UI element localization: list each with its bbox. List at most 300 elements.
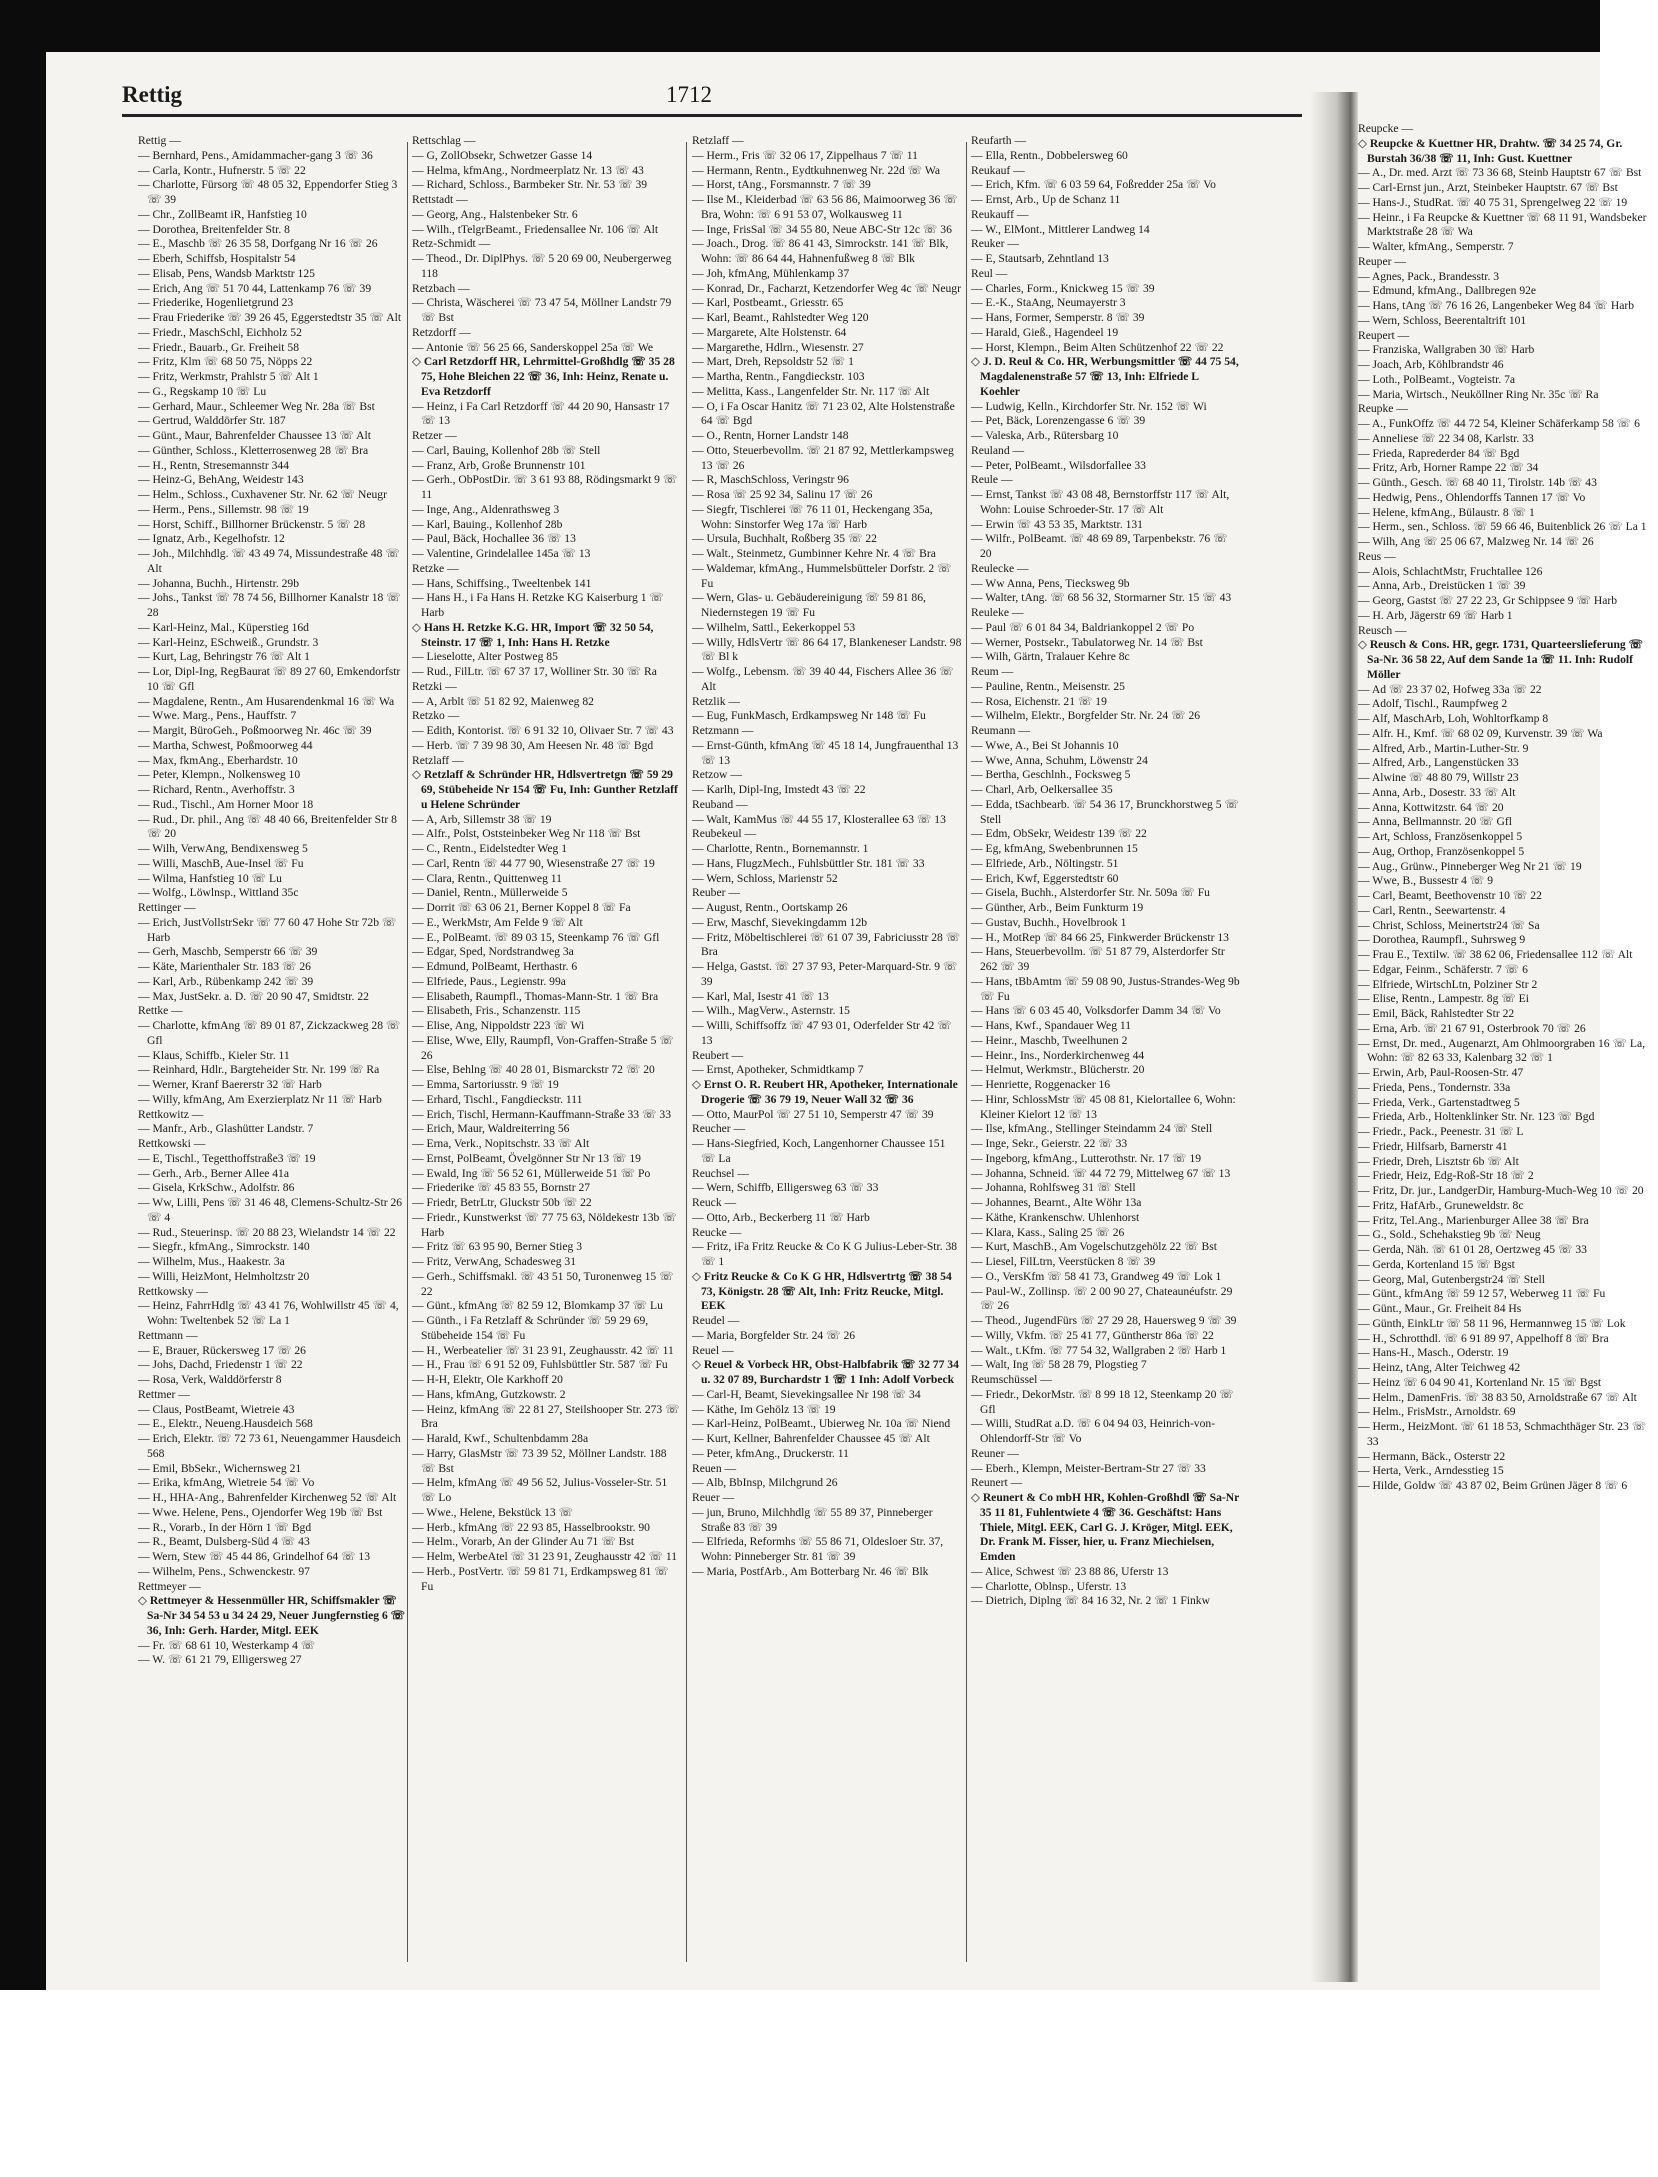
- directory-entry: — Herm., Fris ☏ 32 06 17, Zippelhaus 7 ☏ 11: [692, 148, 918, 162]
- surname-heading: Reukauff —: [971, 207, 1029, 221]
- directory-entry: — Edmund, PolBeamt, Herthastr. 6: [412, 960, 578, 973]
- directory-entry: — Hans H., i Fa Hans H. Retzke KG Kaiserburg 1 ☏ Harb: [412, 591, 664, 619]
- directory-entry: — Fritz, Dr. jur., LandgerDir, Hamburg-Much-Weg 10 ☏ 20: [1358, 1184, 1644, 1197]
- directory-entry: — Valentine, Grindelallee 145a ☏ 13: [412, 547, 591, 560]
- directory-entry: — Agnes, Pack., Brandesstr. 3: [1358, 269, 1500, 283]
- directory-entry: — Klara, Kass., Saling 25 ☏ 26: [971, 1225, 1125, 1239]
- directory-entry: — E., Maschb ☏ 26 35 58, Dorfgang Nr 16 ☏ 26: [138, 237, 378, 251]
- directory-entry: — Martha, Rentn., Fangdieckstr. 103: [692, 370, 865, 383]
- directory-entry: — Karl-Heinz, ESchweiß., Grundstr. 3: [138, 635, 319, 649]
- directory-entry: — Heinz, tAng, Alter Teichweg 42: [1358, 1361, 1521, 1374]
- directory-entry: — Reinhard, Hdlr., Bargteheider Str. Nr. 199 ☏ Ra: [138, 1063, 380, 1077]
- directory-entry: — Edith, Kontorist. ☏ 6 91 32 10, Olivaer Str. 7 ☏ 43: [412, 724, 674, 737]
- directory-entry: — Maria, Wirtsch., Neuköllner Ring Nr. 35c ☏ Ra: [1358, 387, 1599, 401]
- directory-entry: — Helm, WerbeAtel ☏ 31 23 91, Zeughausstr 42 ☏ 11: [412, 1550, 678, 1563]
- directory-entry: — Wwe, A., Bei St Johannis 10: [971, 738, 1119, 752]
- directory-entry: — Emil, BbSekr., Wichernsweg 21: [138, 1461, 302, 1475]
- directory-entry: — Rud., Tischl., Am Horner Moor 18: [138, 797, 314, 811]
- surname-heading: Rettmeyer —: [138, 1579, 201, 1593]
- surname-heading: Reuker —: [971, 237, 1019, 251]
- surname-heading: Reus —: [1358, 549, 1396, 563]
- directory-entry: — E., WerkMstr, Am Felde 9 ☏ Alt: [412, 915, 583, 929]
- directory-entry: — A, Arb, Sillemstr 38 ☏ 19: [412, 812, 552, 826]
- surname-heading: Reuchsel —: [692, 1166, 749, 1180]
- surname-heading: Reucke —: [692, 1225, 742, 1239]
- directory-entry: — Georg, Gastst ☏ 27 22 23, Gr Schippsee 9 ☏ Harb: [1358, 594, 1618, 607]
- directory-entry: — Edmund, kfmAng., Dallbregen 92e: [1358, 284, 1537, 298]
- directory-entry: — Helmut, Werkmstr., Blücherstr. 20: [971, 1063, 1145, 1077]
- directory-entry: — Else, Behlng ☏ 40 28 01, Bismarckstr 72 ☏ 20: [412, 1063, 655, 1077]
- directory-entry: — E., PolBeamt. ☏ 89 03 15, Steenkamp 76 ☏ Gfl: [412, 930, 660, 944]
- directory-entry: — Dorothea, Raumpfl., Suhrsweg 9: [1358, 933, 1526, 947]
- directory-entry: — Hinr, SchlossMstr ☏ 45 08 81, Kielortallee 6, Wohn: Kleiner Kielort 12 ☏ 13: [971, 1092, 1236, 1121]
- directory-entry: ◇ Fritz Reucke & Co K G HR, Hdlsvertrtg ☏ 38 54 73, Königstr. 28 ☏ Alt, Inh: Fritz Reucke, Mitgl. EEK: [692, 1269, 952, 1313]
- surname-heading: Reudel —: [692, 1314, 740, 1327]
- surname-heading: Rettkowitz —: [138, 1107, 204, 1121]
- directory-entry: — Werner, Kranf Baererstr 32 ☏ Harb: [138, 1078, 322, 1091]
- directory-entry: — Carl-H, Beamt, Sievekingsallee Nr 198 ☏ 34: [692, 1387, 921, 1401]
- directory-entry: — Clara, Rentn., Quittenweg 11: [412, 871, 562, 885]
- directory-page: [46, 52, 1647, 1990]
- scan-border-top: [0, 0, 1600, 52]
- directory-entry: — Johanna, Rohlfsweg 31 ☏ Stell: [971, 1181, 1136, 1195]
- directory-entry: — Max, JustSekr. a. D. ☏ 20 90 47, Smidtstr. 22: [138, 989, 369, 1003]
- directory-entry: — Elfriede, Arb., Nöltingstr. 51: [971, 856, 1119, 870]
- directory-entry: — Richard, Rentn., Averhoffstr. 3: [138, 783, 295, 796]
- directory-entry: — Günth, EinkLtr ☏ 58 11 96, Hermannweg 15 ☏ Lok: [1358, 1316, 1626, 1330]
- surname-heading: Rettinger —: [138, 901, 196, 914]
- directory-entry: — Ww, Lilli, Pens ☏ 31 46 48, Clemens-Schultz-Str 26 ☏ 4: [138, 1196, 403, 1224]
- surname-heading: Reulecke —: [971, 561, 1029, 575]
- directory-entry: — H., Schrotthdl. ☏ 6 91 89 97, Appelhoff 8 ☏ Bra: [1358, 1331, 1609, 1345]
- directory-entry: — Ernst-Günth, kfmAng ☏ 45 18 14, Jungfrauenthal 13 ☏ 13: [692, 738, 959, 767]
- surname-heading: Reuner —: [971, 1446, 1019, 1460]
- directory-entry: — Johs., Tankst ☏ 78 74 56, Billhorner Kanalstr 18 ☏ 28: [138, 591, 401, 619]
- directory-entry: — Wern, Schloss, Marienstr 52: [692, 871, 838, 885]
- directory-entry: — Chr., ZollBeamt iR, Hanfstieg 10: [138, 207, 307, 221]
- directory-entry: — Wwe., Helene, Bekstück 13 ☏: [412, 1505, 574, 1519]
- directory-entry: — Harald, Kwf., Schultenbdamm 28a: [412, 1432, 589, 1445]
- directory-entry: — E, Brauer, Rückersweg 17 ☏ 26: [138, 1343, 306, 1357]
- directory-entry: — Alfred, Arb., Martin-Luther-Str. 9: [1358, 741, 1529, 755]
- directory-entry: — O., Rentn, Horner Landstr 148: [692, 429, 849, 442]
- directory-entry: — Maria, PostfArb., Am Botterbarg Nr. 46 ☏ Blk: [692, 1564, 929, 1578]
- directory-entry: — Günther, Schloss., Kletterrosenweg 28 ☏ Bra: [138, 443, 369, 457]
- directory-entry: — Ernst, PolBeamt, Övelgönner Str Nr 13 ☏ 19: [412, 1151, 641, 1165]
- directory-entry: — H-H, Elektr, Ole Karkhoff 20: [412, 1373, 563, 1386]
- directory-entry: — Johannes, Bearnt., Alte Wöhr 13a: [971, 1196, 1142, 1209]
- directory-entry: — Heinr., Maschb, Tweelhunen 2: [971, 1033, 1128, 1047]
- directory-entry: — Charlotte, Rentn., Bornemannstr. 1: [692, 842, 869, 855]
- directory-entry: — Willy, Vkfm. ☏ 25 41 77, Güntherstr 86a ☏ 22: [971, 1328, 1214, 1342]
- directory-entry: — A., FunkOffz ☏ 44 72 54, Kleiner Schäferkamp 58 ☏ 6: [1358, 417, 1640, 430]
- directory-entry: — Käte, Marienthaler Str. 183 ☏ 26: [138, 960, 311, 973]
- directory-entry: — Ernst, Dr. med., Augenarzt, Am Ohlmoorgraben 16 ☏ La, Wohn: ☏ 82 63 33, Kalenbarg 32 ☏ 1: [1358, 1036, 1646, 1065]
- directory-entry: — H., Rentn, Stresemannstr 344: [138, 458, 290, 472]
- directory-entry: — E, Stautsarb, Zehntland 13: [971, 252, 1109, 265]
- directory-entry: — Herm., Pens., Sillemstr. 98 ☏ 19: [138, 502, 309, 516]
- directory-entry: — Fritz, Tel.Ang., Marienburger Allee 38 ☏ Bra: [1358, 1213, 1589, 1227]
- directory-entry: — W. ☏ 61 21 79, Elligersweg 27: [138, 1653, 302, 1667]
- directory-entry: — Franziska, Wallgraben 30 ☏ Harb: [1358, 343, 1535, 357]
- directory-entry: — O, i Fa Oscar Hanitz ☏ 71 23 02, Alte Holstenstraße 64 ☏ Bgd: [692, 399, 955, 428]
- directory-entry: — Walt, Ing ☏ 58 28 79, Plogstieg 7: [971, 1358, 1147, 1372]
- directory-entry: — Erwin, Arb, Paul-Roosen-Str. 47: [1358, 1066, 1524, 1079]
- directory-entry: — Anneliese ☏ 22 34 08, Karlstr. 33: [1358, 431, 1534, 445]
- directory-entry: — Harald, Gieß., Hagendeel 19: [971, 325, 1119, 339]
- directory-entry: — Helm., FrisMstr., Arnoldstr. 69: [1358, 1405, 1516, 1419]
- directory-entry: — Charlotte, Fürsorg ☏ 48 05 32, Eppendorfer Stieg 3 ☏ 39: [138, 178, 398, 206]
- directory-entry: — R, MaschSchloss, Veringstr 96: [692, 473, 849, 487]
- surname-heading: Retzlaff —: [692, 134, 744, 147]
- directory-entry: — Hans, kfmAng, Gutzkowstr. 2: [412, 1387, 566, 1401]
- directory-entry: — Carl, Rentn., Seewartenstr. 4: [1358, 903, 1506, 917]
- directory-entry: ◇ Retzlaff & Schründer HR, Hdlsvertretgn ☏ 59 29 69, Stübeheide Nr 154 ☏ Fu, Inh: Gunther Retzlaff u Helene Schründer: [412, 768, 678, 811]
- directory-entry: — Wern, Glas- u. Gebäudereinigung ☏ 59 81 86, Niedernstegen 19 ☏ Fu: [692, 591, 926, 619]
- directory-column-2: [412, 134, 682, 1994]
- directory-entry: — Adolf, Tischl., Raumpfweg 2: [1358, 697, 1508, 711]
- directory-entry: — Karl, Beamt., Rahlstedter Weg 120: [692, 311, 869, 324]
- surname-heading: Rettig —: [138, 134, 181, 147]
- directory-entry: — Fritz, Klm ☏ 68 50 75, Nöpps 22: [138, 355, 313, 369]
- surname-heading: Rettmer —: [138, 1387, 190, 1401]
- directory-entry: — Günt., Maur, Bahrenfelder Chaussee 13 ☏ Alt: [138, 429, 371, 442]
- directory-entry: — Margit, BüroGeh., Poßmoorweg Nr. 46c ☏ 39: [138, 724, 372, 737]
- directory-entry: — Hilde, Goldw ☏ 43 87 02, Beim Grünen Jäger 8 ☏ 6: [1358, 1479, 1628, 1492]
- surname-heading: Reubert —: [692, 1048, 744, 1062]
- directory-entry: — Rosa, Eichenstr. 21 ☏ 19: [971, 694, 1107, 708]
- surname-heading: Retz-Schmidt —: [412, 237, 491, 251]
- directory-entry: — Friedr., DekorMstr. ☏ 8 99 18 12, Steenkamp 20 ☏ Gfl: [971, 1387, 1234, 1416]
- directory-entry: — Horst, tAng., Forsmannstr. 7 ☏ 39: [692, 178, 871, 192]
- directory-column-1: [138, 134, 408, 1994]
- directory-entry: — Karl, Postbeamt., Griesstr. 65: [692, 296, 844, 310]
- directory-entry: — Elisab, Pens, Wandsb Marktstr 125: [138, 266, 315, 280]
- directory-entry: — Heinr., i Fa Reupcke & Kuettner ☏ 68 11 91, Wandsbeker Marktstraße 28 ☏ Wa: [1358, 210, 1647, 239]
- directory-entry: — Carl, Beamt, Beethovenstr 10 ☏ 22: [1358, 889, 1542, 902]
- directory-entry: — Herm., HeizMont. ☏ 61 18 53, Schmachthäger Str. 23 ☏ 33: [1358, 1420, 1647, 1448]
- surname-heading: Reuer —: [692, 1491, 735, 1504]
- surname-heading: Retzlaff —: [412, 753, 464, 767]
- directory-entry: — Friedr, Hilfsarb, Barnerstr 41: [1358, 1139, 1508, 1153]
- directory-entry: — H., MotRep ☏ 84 66 25, Finkwerder Brückenstr 13: [971, 930, 1229, 944]
- directory-entry: — Waldemar, kfmAng., Hummelsbütteler Dorfstr. 2 ☏ Fu: [692, 561, 952, 590]
- directory-entry: — Wilhelm, Elektr., Borgfelder Str. Nr. 24 ☏ 26: [971, 709, 1201, 723]
- directory-entry: — Charl, Arb, Oelkersallee 35: [971, 783, 1113, 796]
- directory-entry: — Horst, Schiff., Billhorner Brückenstr. 5 ☏ 28: [138, 517, 366, 531]
- directory-entry: — Ursula, Buchhalt, Roßberg 35 ☏ 22: [692, 532, 877, 546]
- directory-entry: — Magdalene, Rentn., Am Husarendenkmal 16 ☏ Wa: [138, 694, 395, 708]
- surname-heading: Reuel —: [692, 1343, 734, 1357]
- surname-heading: Retzer —: [412, 429, 457, 442]
- directory-entry: — Charlotte, kfmAng ☏ 89 01 87, Zickzackweg 28 ☏ Gfl: [138, 1019, 401, 1047]
- directory-entry: — Hans, FlugzMech., Fuhlsbüttler Str. 181 ☏ 33: [692, 856, 925, 870]
- directory-entry: — Erich, JustVollstrSekr ☏ 77 60 47 Hohe Str 72b ☏ Harb: [138, 915, 397, 944]
- directory-entry: ◇ J. D. Reul & Co. HR, Werbungsmittler ☏ 44 75 54, Magdalenenstraße 57 ☏ 13, Inh: Elfriede L Koehler: [971, 355, 1239, 398]
- surname-heading: Reucher —: [692, 1122, 746, 1136]
- directory-entry: — H., Werbeatelier ☏ 31 23 91, Zeughausstr. 42 ☏ 11: [412, 1343, 674, 1357]
- directory-entry: — Frau Friederike ☏ 39 26 45, Eggerstedtstr 35 ☏ Alt: [138, 311, 402, 324]
- surname-heading: Reumann —: [971, 724, 1030, 737]
- directory-column-3: [692, 134, 962, 1994]
- directory-entry: — Friedr, Heiz, Edg-Roß-Str 18 ☏ 2: [1358, 1169, 1534, 1183]
- directory-entry: — Wwe. Marg., Pens., Hauffstr. 7: [138, 709, 297, 723]
- directory-entry: — R., Beamt, Dulsberg-Süd 4 ☏ 43: [138, 1535, 310, 1549]
- directory-entry: — Walt., Steinmetz, Gumbinner Kehre Nr. 4 ☏ Bra: [692, 547, 936, 560]
- directory-entry: ◇ Ernst O. R. Reubert HR, Apotheker, Internationale Drogerie ☏ 36 79 19, Neuer Wall 32 ☏ 36: [692, 1078, 958, 1106]
- directory-entry: — Dietrich, Diplng ☏ 84 16 32, Nr. 2 ☏ 1 Finkw: [971, 1594, 1210, 1608]
- directory-entry: — Hans-J., StudRat. ☏ 40 75 31, Sprengelweg 22 ☏ 19: [1358, 195, 1628, 209]
- surname-heading: Reupcke —: [1358, 122, 1414, 135]
- directory-entry: — Charles, Form., Knickweg 15 ☏ 39: [971, 281, 1155, 295]
- directory-entry: — Wilma, Hanfstieg 10 ☏ Lu: [138, 871, 282, 885]
- directory-entry: — H., Frau ☏ 6 91 52 09, Fuhlsbüttler Str. 587 ☏ Fu: [412, 1358, 668, 1372]
- directory-entry: — H. Arb, Jägerstr 69 ☏ Harb 1: [1358, 608, 1513, 622]
- directory-entry: — Inge, Ang., Aldenrathsweg 3: [412, 502, 560, 516]
- directory-entry: — Günt., kfmAng ☏ 59 12 57, Weberweg 11 ☏ Fu: [1358, 1287, 1606, 1301]
- directory-entry: — Karl, Bauing., Kollenhof 28b: [412, 517, 563, 531]
- directory-entry: — Herb. ☏ 7 39 98 30, Am Heesen Nr. 48 ☏ Bgd: [412, 738, 654, 752]
- directory-entry: — Frieda, Verk., Gartenstadtweg 5: [1358, 1095, 1520, 1109]
- directory-entry: — Ella, Rentn., Dobbelersweg 60: [971, 148, 1128, 162]
- directory-entry: — Fritz ☏ 63 95 90, Berner Stieg 3: [412, 1240, 583, 1254]
- directory-entry: ◇ Reuel & Vorbeck HR, Obst-Halbfabrik ☏ 32 77 34 u. 32 07 89, Burchardstr 1 ☏ 1 Inh: Adolf Vorbeck: [692, 1358, 959, 1386]
- directory-entry: — Elise, Ang, Nippoldstr 223 ☏ Wi: [412, 1019, 585, 1032]
- directory-entry: — Gerh, Maschb, Semperstr 66 ☏ 39: [138, 945, 318, 959]
- directory-entry: — Ad ☏ 23 37 02, Hofweg 33a ☏ 22: [1358, 682, 1542, 696]
- surname-heading: Rettschlag —: [412, 134, 476, 147]
- directory-entry: — Wolfg., Löwlnsp., Wittland 35c: [138, 886, 299, 900]
- directory-entry: — Hans, Steuerbevollm. ☏ 51 87 79, Alsterdorfer Str 262 ☏ 39: [971, 945, 1225, 973]
- directory-entry: — R., Vorarb., In der Hörn 1 ☏ Bgd: [138, 1520, 312, 1534]
- surname-heading: Rettkowsky —: [138, 1284, 208, 1298]
- directory-entry: — Heinz ☏ 6 04 90 41, Kortenland Nr. 15 ☏ Bgst: [1358, 1375, 1602, 1389]
- surname-heading: Reupert —: [1358, 328, 1410, 342]
- column-divider: [966, 142, 967, 1962]
- directory-entry: — Theod., JugendFürs ☏ 27 29 28, Hauersweg 9 ☏ 39: [971, 1314, 1237, 1327]
- book-gutter: [1310, 92, 1358, 1982]
- directory-entry: — Ignatz, Arb., Kegelhofstr. 12: [138, 532, 285, 546]
- directory-entry: ◇ Hans H. Retzke K.G. HR, Import ☏ 32 50 54, Steinstr. 17 ☏ 1, Inh: Hans H. Retzke: [412, 620, 654, 649]
- directory-entry: — Joh., Milchhdlg. ☏ 43 49 74, Missundestraße 48 ☏ Alt: [138, 547, 400, 575]
- directory-entry: — E.-K., StaAng, Neumayerstr 3: [971, 296, 1126, 310]
- directory-entry: — Wern, Schiffb, Elligersweg 63 ☏ 33: [692, 1181, 879, 1195]
- directory-entry: — Lieselotte, Alter Postweg 85: [412, 650, 558, 664]
- directory-entry: — Walt., t.Kfm. ☏ 77 54 32, Wallgraben 2 ☏ Harb 1: [971, 1343, 1227, 1357]
- directory-entry: — Charlotte, Oblnsp., Uferstr. 13: [971, 1579, 1127, 1593]
- directory-entry: — Anna, Arb., Dreistücken 1 ☏ 39: [1358, 579, 1526, 593]
- directory-entry: — Wilhelm, Pens., Schwenckestr. 97: [138, 1564, 310, 1578]
- directory-entry: — Gisela, Buchh., Alsterdorfer Str. Nr. 509a ☏ Fu: [971, 886, 1210, 900]
- directory-entry: — Elise, Wwe, Elly, Raumpfl, Von-Graffen-Straße 5 ☏ 26: [412, 1033, 674, 1062]
- directory-entry: — Christ, Schloss, Meinertstr24 ☏ Sa: [1358, 918, 1540, 932]
- directory-entry: — Ilse, kfmAng., Stellinger Steindamm 24 ☏ Stell: [971, 1122, 1213, 1136]
- directory-entry: — Walter, tAng. ☏ 68 56 32, Stormarner Str. 15 ☏ 43: [971, 591, 1232, 605]
- directory-entry: — Friedr., MaschSchl, Eichholz 52: [138, 325, 302, 339]
- directory-entry: — Walt, KamMus ☏ 44 55 17, Klosterallee 63 ☏ 13: [692, 812, 946, 826]
- directory-entry: — Hans-Siegfried, Koch, Langenhorner Chaussee 151 ☏ La: [692, 1137, 946, 1165]
- surname-heading: Reuper —: [1358, 254, 1406, 268]
- directory-entry: — Konrad, Dr., Facharzt, Ketzendorfer Weg 4c ☏ Neugr: [692, 281, 961, 295]
- directory-entry: — Erw, Maschf, Sievekingdamm 12b: [692, 915, 868, 929]
- directory-entry: — Harry, GlasMstr ☏ 73 39 52, Möllner Landstr. 188 ☏ Bst: [412, 1446, 667, 1475]
- directory-entry: — Emil, Bäck, Rahlstedter Str 22: [1358, 1007, 1515, 1020]
- directory-entry: — Frieda, Arb., Holtenklinker Str. Nr. 123 ☏ Bgd: [1358, 1110, 1595, 1124]
- directory-entry: — Elisabeth, Raumpfl., Thomas-Mann-Str. 1 ☏ Bra: [412, 989, 659, 1003]
- directory-entry: — Willi, StudRat a.D. ☏ 6 04 94 03, Heinrich-von-Ohlendorff-Str ☏ Vo: [971, 1417, 1216, 1445]
- directory-entry: — Günther, Arb., Beim Funkturm 19: [971, 901, 1144, 914]
- directory-entry: — Käthe, Im Gehölz 13 ☏ 19: [692, 1402, 836, 1416]
- directory-entry: — Erna, Verk., Nopitschstr. 33 ☏ Alt: [412, 1137, 590, 1150]
- surname-heading: Retzmann —: [692, 724, 754, 737]
- directory-entry: — E., Elektr., Neueng.Hausdeich 568: [138, 1417, 313, 1431]
- directory-entry: — Elisabeth, Fris., Schanzenstr. 115: [412, 1004, 581, 1018]
- directory-entry: — G., Sold., Schehakstieg 9b ☏ Neug: [1358, 1228, 1541, 1242]
- directory-entry: — Willy, HdlsVertr ☏ 86 64 17, Blankeneser Landstr. 98 ☏ Bl k: [692, 635, 962, 664]
- directory-entry: — Georg, Ang., Halstenbeker Str. 6: [412, 207, 578, 221]
- directory-entry: — Willi, HeizMont, Helmholtzstr 20: [138, 1269, 310, 1283]
- directory-entry: — Erich, Maur, Waldreiterring 56: [412, 1122, 570, 1136]
- directory-entry: — Helene, kfmAng., Bülaustr. 8 ☏ 1: [1358, 505, 1535, 519]
- directory-entry: — Alwine ☏ 48 80 79, Willstr 23: [1358, 771, 1519, 784]
- surname-heading: Retzbach —: [412, 281, 470, 295]
- directory-entry: — Johanna, Buchh., Hirtenstr. 29b: [138, 576, 300, 590]
- directory-entry: — Gerh., Arb., Berner Allee 41a: [138, 1166, 289, 1180]
- directory-entry: — Maria, Borgfelder Str. 24 ☏ 26: [692, 1328, 856, 1342]
- directory-entry: — Heinz, FahrrHdlg ☏ 43 41 76, Wohlwillstr 45 ☏ 4, Wohn: Tweltenbek 52 ☏ La 1: [138, 1299, 399, 1327]
- surname-heading: Retzko —: [412, 709, 460, 723]
- directory-entry: — Rud., FilLtr. ☏ 67 37 17, Wolliner Str. 30 ☏ Ra: [412, 665, 657, 678]
- surname-heading: Reuck —: [692, 1196, 737, 1209]
- directory-entry: — Christa, Wäscherei ☏ 73 47 54, Möllner Landstr 79 ☏ Bst: [412, 296, 672, 324]
- directory-entry: — Helm., DamenFris. ☏ 38 83 50, Arnoldstraße 67 ☏ Alt: [1358, 1390, 1637, 1404]
- surname-heading: Reubekeul —: [692, 827, 757, 841]
- directory-entry: — Wilh, Ang ☏ 25 06 67, Malzweg Nr. 14 ☏ 26: [1358, 535, 1594, 548]
- directory-entry: — Hans, Kwf., Spandauer Weg 11: [971, 1019, 1132, 1032]
- directory-entry: — Helm, kfmAng ☏ 49 56 52, Julius-Vosseler-Str. 51 ☏ Lo: [412, 1476, 668, 1504]
- directory-entry: ◇ Rettmeyer & Hessenmüller HR, Schiffsmakler ☏ Sa-Nr 34 54 53 u 34 24 29, Neuer Jungfernstieg 6 ☏ 36, Inh: Gerh. Harder, Mitgl. EEK: [138, 1594, 406, 1637]
- header-rule: [122, 114, 1302, 117]
- directory-entry: — Wolfg., Lebensm. ☏ 39 40 44, Fischers Allee 36 ☏ Alt: [692, 665, 954, 693]
- directory-entry: — Willy, kfmAng, Am Exerzierplatz Nr 11 ☏ Harb: [138, 1092, 382, 1106]
- directory-entry: — Karl-Heinz, Mal., Küperstieg 16d: [138, 620, 309, 634]
- directory-entry: — Werner, Postsekr., Tabulatorweg Nr. 14 ☏ Bst: [971, 635, 1203, 649]
- directory-entry: — Henriette, Roggenacker 16: [971, 1078, 1111, 1091]
- directory-entry: — Alice, Schwest ☏ 23 88 86, Uferstr 13: [971, 1564, 1169, 1578]
- surname-heading: Retzow —: [692, 768, 742, 782]
- directory-entry: — Joach., Drog. ☏ 86 41 43, Simrockstr. 141 ☏ Blk, Wohn: ☏ 86 64 44, Hahnenfußweg 8 ☏ Blk: [692, 237, 949, 265]
- directory-entry: — Pauline, Rentn., Meisenstr. 25: [971, 679, 1125, 693]
- directory-entry: — Aug, Orthop, Französenkoppel 5: [1358, 844, 1525, 858]
- directory-entry: — Erhard, Tischl., Fangdieckstr. 111: [412, 1092, 583, 1106]
- directory-entry: — Otto, Arb., Beckerberg 11 ☏ Harb: [692, 1210, 870, 1224]
- directory-entry: — Alfred, Arb., Langenstücken 33: [1358, 756, 1519, 770]
- directory-entry: — Wern, Schloss, Beerentaltrift 101: [1358, 313, 1527, 327]
- directory-entry: — Kurt, Kellner, Bahrenfelder Chaussee 45 ☏ Alt: [692, 1432, 930, 1445]
- directory-entry: — Gerh., ObPostDir. ☏ 3 61 93 88, Rödingsmarkt 9 ☏ 11: [412, 473, 678, 501]
- directory-entry: — Klaus, Schiffb., Kieler Str. 11: [138, 1048, 290, 1062]
- directory-entry: — Liesel, FilLtrn, Veerstücken 8 ☏ 39: [971, 1255, 1156, 1268]
- directory-entry: — Paul ☏ 6 01 84 34, Baldriankoppel 2 ☏ Po: [971, 620, 1195, 634]
- directory-entry: — jun, Bruno, Milchhdlg ☏ 55 89 37, Pinneberger Straße 83 ☏ 39: [692, 1505, 933, 1534]
- directory-entry: — Ewald, Ing ☏ 56 52 61, Müllerweide 51 ☏ Po: [412, 1166, 651, 1180]
- directory-entry: — Bertha, Geschlnh., Focksweg 5: [971, 768, 1131, 782]
- directory-entry: — Hans, tBbAmtm ☏ 59 08 90, Justus-Strandes-Weg 9b ☏ Fu: [971, 974, 1240, 1003]
- directory-entry: — Eg, kfmAng, Swebenbrunnen 15: [971, 842, 1138, 855]
- directory-entry: — Otto, MaurPol ☏ 27 51 10, Semperstr 47 ☏ 39: [692, 1107, 934, 1121]
- directory-entry: — Erich, Kwf, Eggerstedtstr 60: [971, 871, 1119, 885]
- directory-entry: — Edda, tSachbearb. ☏ 54 36 17, Brunckhorstweg 5 ☏ Stell: [971, 797, 1239, 826]
- directory-entry: — Bernhard, Pens., Amidammacher-gang 3 ☏ 36: [138, 148, 373, 162]
- directory-entry: — Edgar, Feinm., Schäferstr. 7 ☏ 6: [1358, 962, 1528, 976]
- directory-entry: — Hans-H., Masch., Oderstr. 19: [1358, 1346, 1509, 1360]
- directory-entry: — Käthe, Krankenschw. Uhlenhorst: [971, 1210, 1140, 1224]
- directory-entry: — Gerda, Näh. ☏ 61 01 28, Oertzweg 45 ☏ 33: [1358, 1243, 1587, 1256]
- directory-entry: — Dorothea, Breitenfelder Str. 8: [138, 222, 290, 236]
- directory-entry: — Karl-Heinz, PolBeamt., Ubierweg Nr. 10a ☏ Niend: [692, 1417, 951, 1431]
- surname-heading: Reumschüssel —: [971, 1373, 1052, 1386]
- surname-heading: Reuband —: [692, 797, 748, 811]
- directory-entry: — Erich, Elektr. ☏ 72 73 61, Neuengammer Hausdeich 568: [138, 1432, 401, 1460]
- directory-entry: — W., ElMont., Mittlerer Landweg 14: [971, 222, 1150, 236]
- directory-entry: — Helm., Schloss., Cuxhavener Str. Nr. 62 ☏ Neugr: [138, 488, 387, 501]
- directory-entry: — Ilse M., Kleiderbad ☏ 63 56 86, Maimoorweg 36 ☏ Bra, Wohn: ☏ 6 91 53 07, Wolkausweg 11: [692, 193, 958, 221]
- surname-heading: Reule —: [971, 473, 1013, 487]
- directory-entry: — O., VersKfm ☏ 58 41 73, Grandweg 49 ☏ Lok 1: [971, 1269, 1222, 1283]
- directory-entry: — Herb., PostVertr. ☏ 59 81 71, Erdkampsweg 81 ☏ Fu: [412, 1564, 669, 1593]
- directory-entry: — Margarethe, Hdlrn., Wiesenstr. 27: [692, 340, 864, 354]
- surname-heading: Reuland —: [971, 443, 1025, 457]
- directory-entry: — H., HHA-Ang., Bahrenfelder Kirchenweg 52 ☏ Alt: [138, 1491, 397, 1504]
- directory-entry: — Ernst, Arb., Up de Schanz 11: [971, 193, 1121, 206]
- directory-entry: — Johanna, Schneid. ☏ 44 72 79, Mittelweg 67 ☏ 13: [971, 1166, 1231, 1180]
- scan-border-left: [0, 0, 46, 2177]
- directory-entry: — Gustav, Buchh., Hovelbrook 1: [971, 915, 1127, 929]
- directory-entry: — Alfr. H., Kmf. ☏ 68 02 09, Kurvenstr. 39 ☏ Wa: [1358, 726, 1603, 740]
- directory-entry: — Wilfr., PolBeamt. ☏ 48 69 89, Tarpenbekstr. 76 ☏ 20: [971, 532, 1228, 560]
- directory-entry: — Carla, Kontr., Hufnerstr. 5 ☏ 22: [138, 163, 306, 177]
- directory-entry: — Rud., Dr. phil., Ang ☏ 48 40 66, Breitenfelder Str 8 ☏ 20: [138, 812, 397, 841]
- directory-entry: — Heinz-G, BehAng, Weidestr 143: [138, 473, 304, 487]
- directory-entry: — Anna, Arb., Dosestr. 33 ☏ Alt: [1358, 785, 1516, 799]
- directory-entry: — Erich, Ang ☏ 51 70 44, Lattenkamp 76 ☏ 39: [138, 281, 372, 295]
- directory-entry: — Frieda, Raprederder 84 ☏ Bgd: [1358, 446, 1520, 460]
- directory-entry: — Friedr., Bauarb., Gr. Freiheit 58: [138, 340, 299, 354]
- directory-entry: — Helma, kfmAng., Nordmeerplatz Nr. 13 ☏ 43: [412, 163, 644, 177]
- directory-entry: — Edm, ObSekr, Weidestr 139 ☏ 22: [971, 827, 1147, 841]
- directory-entry: — Friederike ☏ 45 83 55, Bornstr 27: [412, 1181, 591, 1195]
- directory-entry: — Herm., sen., Schloss. ☏ 59 66 46, Buitenblick 26 ☏ La 1: [1358, 520, 1647, 534]
- directory-entry: — Elfrieda, Reformhs ☏ 55 86 71, Oldesloer Str. 37, Wohn: Pinneberger Str. 81 ☏ 39: [692, 1535, 944, 1563]
- directory-entry: — Günt., kfmAng ☏ 82 59 12, Blomkamp 37 ☏ Lu: [412, 1299, 663, 1313]
- directory-entry: — Manfr., Arb., Glashütter Landstr. 7: [138, 1122, 314, 1136]
- directory-entry: — Art, Schloss, Französenkoppel 5: [1358, 830, 1523, 843]
- directory-entry: — Peter, Klempn., Nolkensweg 10: [138, 768, 301, 782]
- directory-entry: — Hedwig, Pens., Ohlendorffs Tannen 17 ☏ Vo: [1358, 490, 1586, 504]
- directory-entry: — Günt., Maur., Gr. Freiheit 84 Hs: [1358, 1302, 1522, 1315]
- surname-heading: Retzdorff —: [412, 325, 471, 339]
- page-number: 1712: [666, 82, 712, 107]
- directory-entry: — Friedr, BetrLtr, Gluckstr 50b ☏ 22: [412, 1196, 592, 1209]
- directory-entry: — Ww Anna, Pens, Tiecksweg 9b: [971, 576, 1130, 590]
- directory-entry: — Elfriede, WirtschLtn, Polziner Str 2: [1358, 977, 1538, 991]
- directory-entry: — Wilhelm, Sattl., Eekerkoppel 53: [692, 620, 856, 634]
- directory-entry: — Wilh, Gärtn, Tralauer Kehre 8c: [971, 650, 1130, 664]
- directory-entry: ◇ Reupcke & Kuettner HR, Drahtw. ☏ 34 25 74, Gr. Burstah 36/38 ☏ 11, Inh: Gust. Kuettner: [1358, 136, 1623, 165]
- directory-entry: — Wilhelm, Mus., Haakestr. 3a: [138, 1255, 285, 1268]
- directory-entry: — Fritz, VerwAng, Schadesweg 31: [412, 1255, 577, 1268]
- directory-entry: ◇ Reunert & Co mbH HR, Kohlen-Großhdl ☏ Sa-Nr 35 11 81, Fuhlentwiete 4 ☏ 36. Geschäftst: Hans Thiele, Mitgl. EEK, Carl G. J. Kröger, Mitgl. EEK, Dr. Frank M. Fisser, hier, u. Franz Miechielsen, Emden: [971, 1491, 1240, 1563]
